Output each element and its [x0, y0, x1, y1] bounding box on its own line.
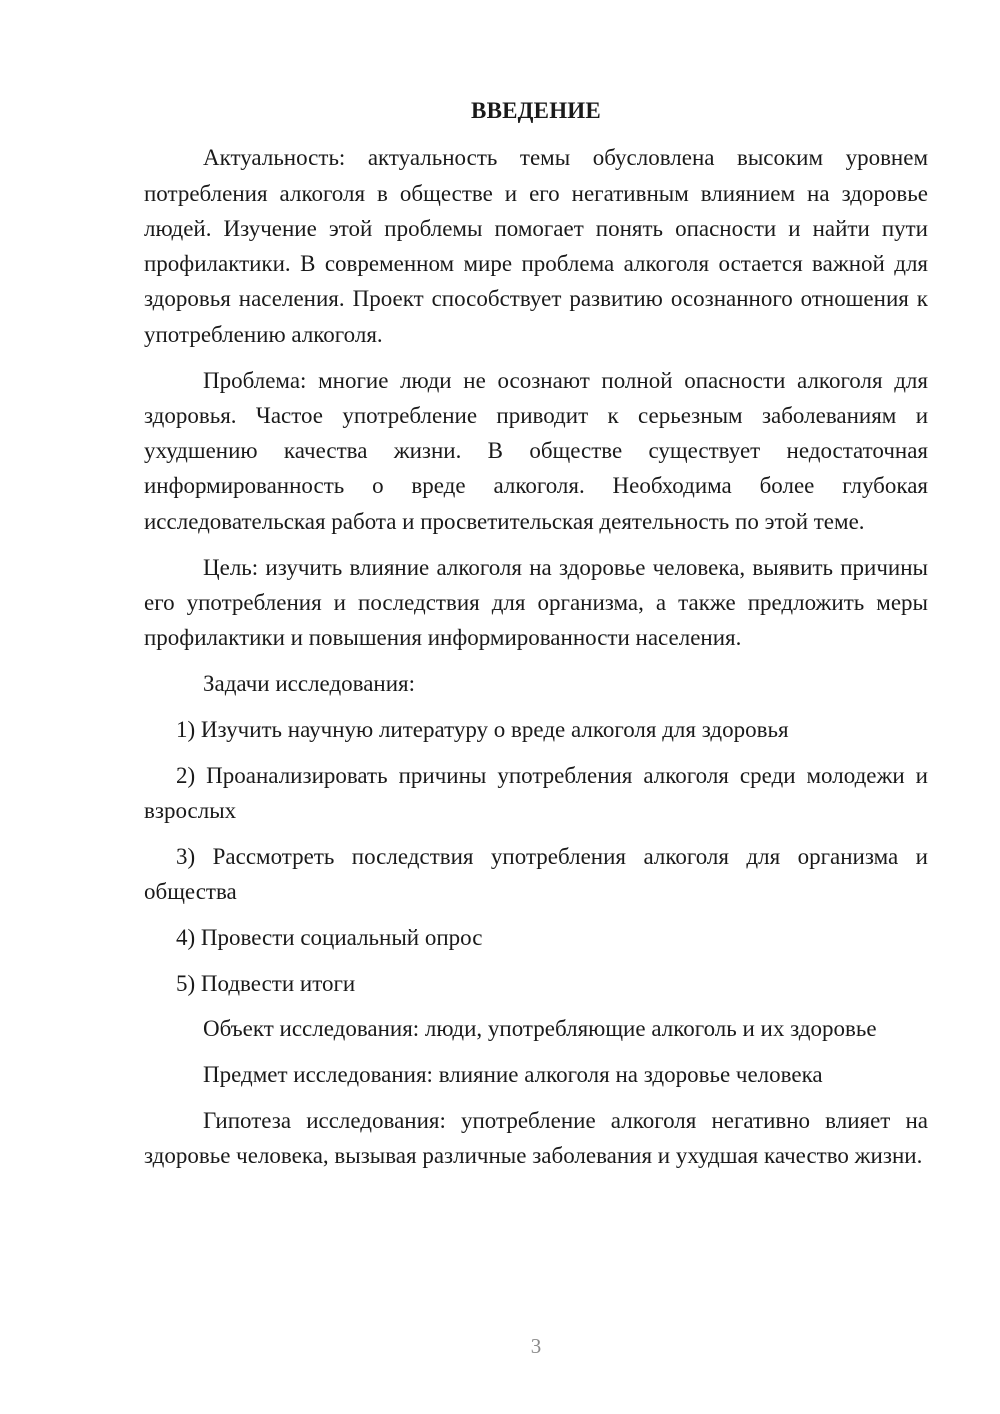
document-body: [144, 93, 928, 1184]
task-item-2: 2) Проанализировать причины употребления алкоголя среди молодежи и взрослых: [144, 762, 928, 823]
relevance-paragraph: Актуальность: актуальность темы обусловлена высоким уровнем потребления алкоголя в обществе и его негативным влиянием на здоровье людей. Изучение этой проблемы помогает понять опасности и найти пути профилактики. В современном мире проблема алкоголя остается важной для здоровья населения. Проект способствует развитию осознанного отношения к употреблению алкоголя.: [144, 145, 928, 347]
page-title: ВВЕДЕНИЕ: [471, 98, 601, 123]
subject-paragraph: Предмет исследования: влияние алкоголя на здоровье человека: [203, 1062, 823, 1088]
page-number: 3: [530, 1334, 542, 1358]
task-item-1: 1) Изучить научную литературу о вреде алкоголя для здоровья: [176, 716, 789, 742]
problem-paragraph: Проблема: многие люди не осознают полной опасности алкоголя для здоровья. Частое употребление приводит к серьезным заболеваниям и ухудшению качества жизни. В обществе существует недостаточная информированность о вреде алкоголя. Необходима более глубокая исследовательская работа и просветительская деятельность по этой теме.: [144, 367, 928, 534]
object-paragraph: Объект исследования: люди, употребляющие алкоголь и их здоровье: [203, 1016, 877, 1042]
task-item-3: 3) Рассмотреть последствия употребления алкоголя для организма и общества: [144, 843, 928, 904]
task-item-5: 5) Подвести итоги: [176, 970, 356, 996]
hypothesis-paragraph: Гипотеза исследования: употребление алкоголя негативно влияет на здоровье человека, вызывая различные заболевания и ухудшая качество жизни.: [144, 1107, 928, 1169]
task-item-4: 4) Провести социальный опрос: [176, 924, 483, 950]
goal-paragraph: Цель: изучить влияние алкоголя на здоровье человека, выявить причины его употребления и последствия для организма, а также предложить меры профилактики и повышения информированности населения.: [144, 554, 928, 651]
tasks-heading: Задачи исследования:: [203, 670, 416, 696]
